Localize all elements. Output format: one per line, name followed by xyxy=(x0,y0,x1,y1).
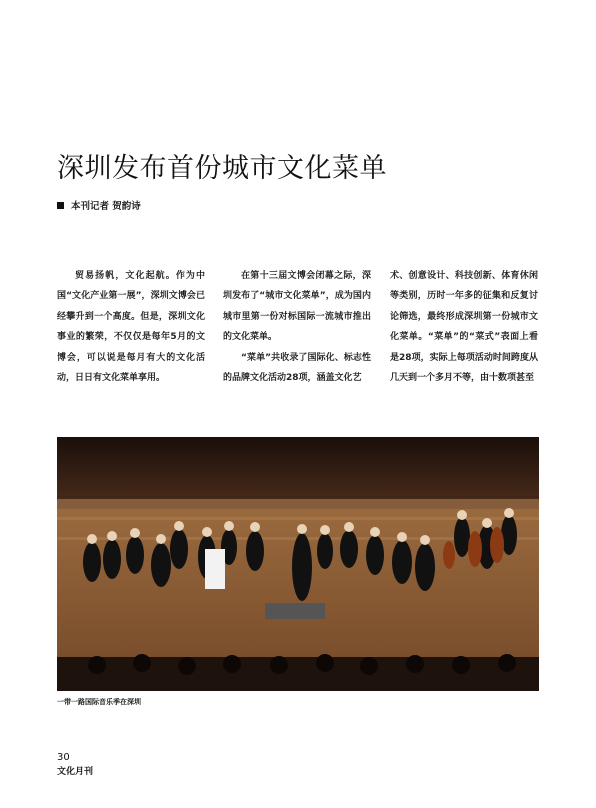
magazine-name: 文化月刊 xyxy=(57,767,94,777)
paragraph: “菜单”共收录了国际化、标志性的品牌文化活动28项，涵盖文化艺 xyxy=(223,352,371,384)
page-number: 30 xyxy=(57,752,70,763)
square-bullet-icon xyxy=(57,202,64,209)
byline xyxy=(57,198,141,212)
text-column-3 xyxy=(390,266,538,388)
paragraph: 术、创意设计、科技创新、体育休闲等类别，历时一年多的征集和反复讨论筛选，最终形成深圳第一份城市文化菜单。“菜单”的“菜式”表面上看是28项，实际上每项活动时间跨度从几天到一个多月不等，由十数项甚至 xyxy=(390,271,538,384)
paragraph: 贸易扬帆，文化起航。作为中国“文化产业第一展”，深圳文博会已经攀升到一个高度。但是，深圳文化事业的繁荣，不仅仅是每年5月的文博会，可以说是每月有大的文化活动，日日有文化菜单享用。 xyxy=(57,271,205,384)
text-column-1 xyxy=(57,266,205,388)
photo-caption: 一带一路国际音乐季在深圳 xyxy=(57,698,141,706)
text-column-2 xyxy=(223,266,371,388)
orchestra-photo xyxy=(57,437,539,691)
byline-text: 本刊记者 贺韵诗 xyxy=(71,201,141,212)
paragraph: 在第十三届文博会闭幕之际，深圳发布了“城市文化菜单”，成为国内城市里第一份对标国际一流城市推出的文化菜单。 xyxy=(223,271,371,343)
article-title: 深圳发布首份城市文化菜单 xyxy=(57,153,387,184)
